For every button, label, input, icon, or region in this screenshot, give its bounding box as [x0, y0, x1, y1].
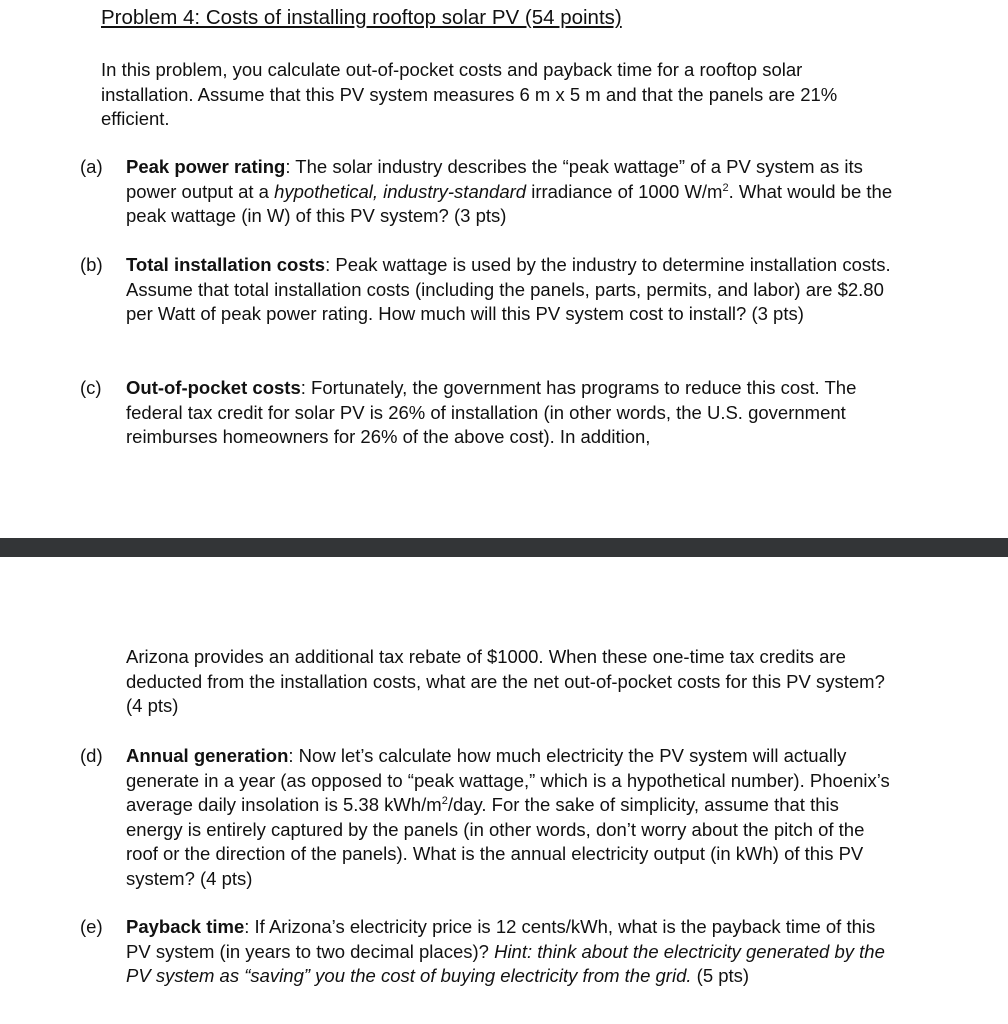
question-e-body: [126, 915, 895, 989]
question-c: [80, 376, 895, 450]
page-break-divider: [0, 538, 1008, 557]
question-c-body: [126, 376, 895, 450]
question-b-marker: (b): [80, 254, 103, 275]
question-e-marker: (e): [80, 916, 103, 937]
question-c-text: : Fortunately, the government has programs to reduce this cost. The federal tax credit for solar PV is 26% of installation (in other words, the U.S. government reimburses homeowners for 26% of the above cost). In addition,: [126, 377, 857, 447]
problem-title: Problem 4: Costs of installing rooftop solar PV (54 points): [101, 6, 622, 29]
question-e-hint: Hint: think about the electricity generated by the PV system as “saving” you the cost of buying electricity from the grid.: [126, 940, 885, 986]
question-c-marker: (c): [80, 377, 102, 398]
question-b-body: [126, 253, 895, 327]
question-a: [80, 155, 895, 229]
question-e-text-2: (5 pts): [691, 965, 750, 986]
question-a-text-3: . What would be the peak wattage (in W) of this PV system? (3 pts): [126, 180, 893, 226]
question-c-lead: Out-of-pocket costs: [126, 377, 301, 398]
question-a-sup: 2: [722, 181, 729, 194]
question-b-lead: Total installation costs: [126, 254, 326, 275]
question-a-text-2: irradiance of 1000 W/m: [526, 180, 723, 202]
question-d-lead: Annual generation: [126, 745, 289, 766]
question-a-text-1: : The solar industry describes the “peak wattage” of a PV system as its power output at a: [126, 156, 863, 202]
problem-intro: In this problem, you calculate out-of-pocket costs and payback time for a rooftop solar installation. Assume that this PV system measures 6 m x 5 m and that the panels are 21% efficient.: [101, 59, 838, 129]
question-a-italic: hypothetical, industry-standard: [274, 180, 527, 202]
question-d: [80, 744, 895, 891]
question-d-marker: (d): [80, 745, 103, 766]
question-e: [80, 915, 895, 989]
question-c-continuation: Arizona provides an additional tax rebate of $1000. When these one-time tax credits are deducted from the installation costs, what are the net out-of-pocket costs for this PV system? (4 pts): [126, 646, 885, 716]
question-a-marker: (a): [80, 156, 103, 177]
question-d-text-2: /day. For the sake of simplicity, assume that this energy is entirely captured by the panels (in other words, don’t worry about the pitch of the roof or the direction of the panels). What is the annual electricity output (in kWh) of this PV system? (4 pts): [126, 794, 865, 889]
question-e-text-1: : If Arizona’s electricity price is 12 cents/kWh, what is the payback time of this PV system (in years to two decimal places)?: [126, 916, 876, 962]
question-a-body: [126, 155, 895, 229]
question-d-body: [126, 744, 895, 891]
question-d-sup: 2: [441, 794, 448, 807]
question-d-text-1: : Now let’s calculate how much electricity the PV system will actually generate in a year (as opposed to “peak wattage,” which is a hypothetical number). Phoenix’s average daily insolation is 5.38 kWh/m: [126, 745, 890, 815]
question-b: [80, 253, 895, 327]
question-b-text: : Peak wattage is used by the industry to determine installation costs. Assume that total installation costs (including the panels, parts, permits, and labor) are $2.80 per Watt of peak power rating. How much will this PV system cost to install? (3 pts): [126, 254, 891, 324]
question-e-lead: Payback time: [126, 916, 245, 937]
page-fragment-bottom: [0, 557, 1008, 1024]
question-a-lead: Peak power rating: [126, 156, 286, 177]
